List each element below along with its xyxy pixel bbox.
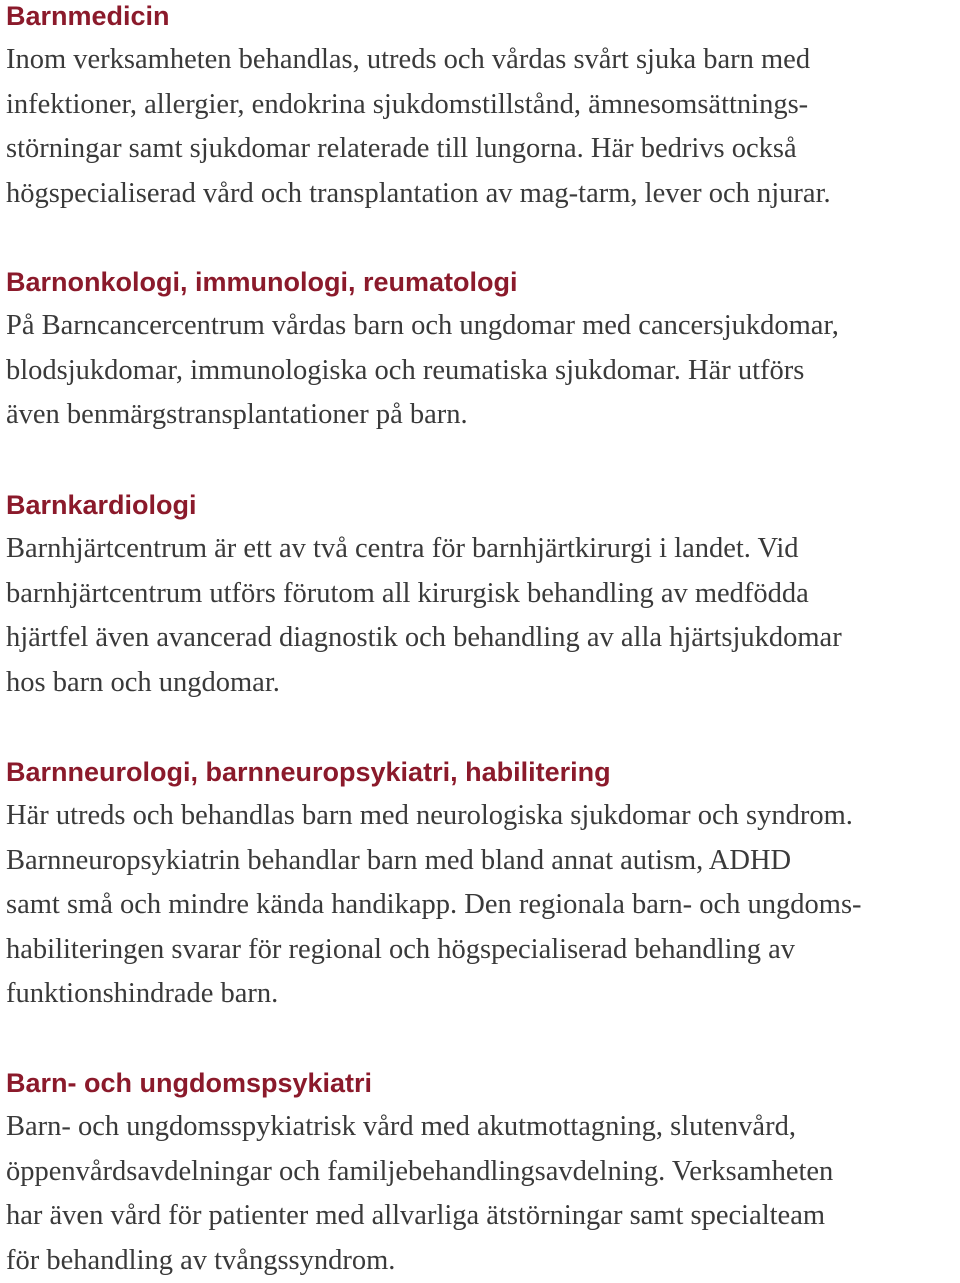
section-barn-och-ungdomspsykiatri	[6, 1067, 958, 1283]
body-line: Barn- och ungdomsspykiatrisk vård med akutmottagning, slutenvård,	[6, 1105, 958, 1150]
section-barnmedicin	[6, 0, 958, 216]
body-line: barnhjärtcentrum utförs förutom all kirurgisk behandling av medfödda	[6, 572, 958, 617]
body-line: habiliteringen svarar för regional och högspecialiserad behandling av	[6, 928, 958, 973]
body-line: även benmärgstransplantationer på barn.	[6, 393, 958, 438]
section-heading: Barnneurologi, barnneuropsykiatri, habilitering	[6, 756, 958, 788]
body-line: funktionshindrade barn.	[6, 972, 958, 1017]
section-barnkardiologi	[6, 489, 958, 705]
section-barnonkologi	[6, 266, 958, 438]
section-heading: Barnkardiologi	[6, 489, 958, 521]
body-line: störningar samt sjukdomar relaterade till lungorna. Här bedrivs också	[6, 127, 958, 172]
section-heading: Barnmedicin	[6, 0, 958, 32]
body-line: infektioner, allergier, endokrina sjukdomstillstånd, ämnesomsättnings-	[6, 83, 958, 128]
body-line: öppenvårdsavdelningar och familjebehandlingsavdelning. Verksamheten	[6, 1150, 958, 1195]
body-line: Här utreds och behandlas barn med neurologiska sjukdomar och syndrom.	[6, 794, 958, 839]
body-line: för behandling av tvångssyndrom.	[6, 1239, 958, 1283]
section-heading: Barn- och ungdomspsykiatri	[6, 1067, 958, 1099]
body-line: Barnhjärtcentrum är ett av två centra för barnhjärtkirurgi i landet. Vid	[6, 527, 958, 572]
body-line: Inom verksamheten behandlas, utreds och vårdas svårt sjuka barn med	[6, 38, 958, 83]
body-line: blodsjukdomar, immunologiska och reumatiska sjukdomar. Här utförs	[6, 349, 958, 394]
body-line: samt små och mindre kända handikapp. Den regionala barn- och ungdoms-	[6, 883, 958, 928]
body-line: Barnneuropsykiatrin behandlar barn med bland annat autism, ADHD	[6, 839, 958, 884]
section-heading: Barnonkologi, immunologi, reumatologi	[6, 266, 958, 298]
body-line: hos barn och ungdomar.	[6, 661, 958, 706]
body-line: På Barncancercentrum vårdas barn och ungdomar med cancersjukdomar,	[6, 304, 958, 349]
section-barnneurologi	[6, 756, 958, 1017]
body-line: har även vård för patienter med allvarliga ätstörningar samt specialteam	[6, 1194, 958, 1239]
body-line: hjärtfel även avancerad diagnostik och behandling av alla hjärtsjukdomar	[6, 616, 958, 661]
body-line: högspecialiserad vård och transplantation av mag-tarm, lever och njurar.	[6, 172, 958, 217]
